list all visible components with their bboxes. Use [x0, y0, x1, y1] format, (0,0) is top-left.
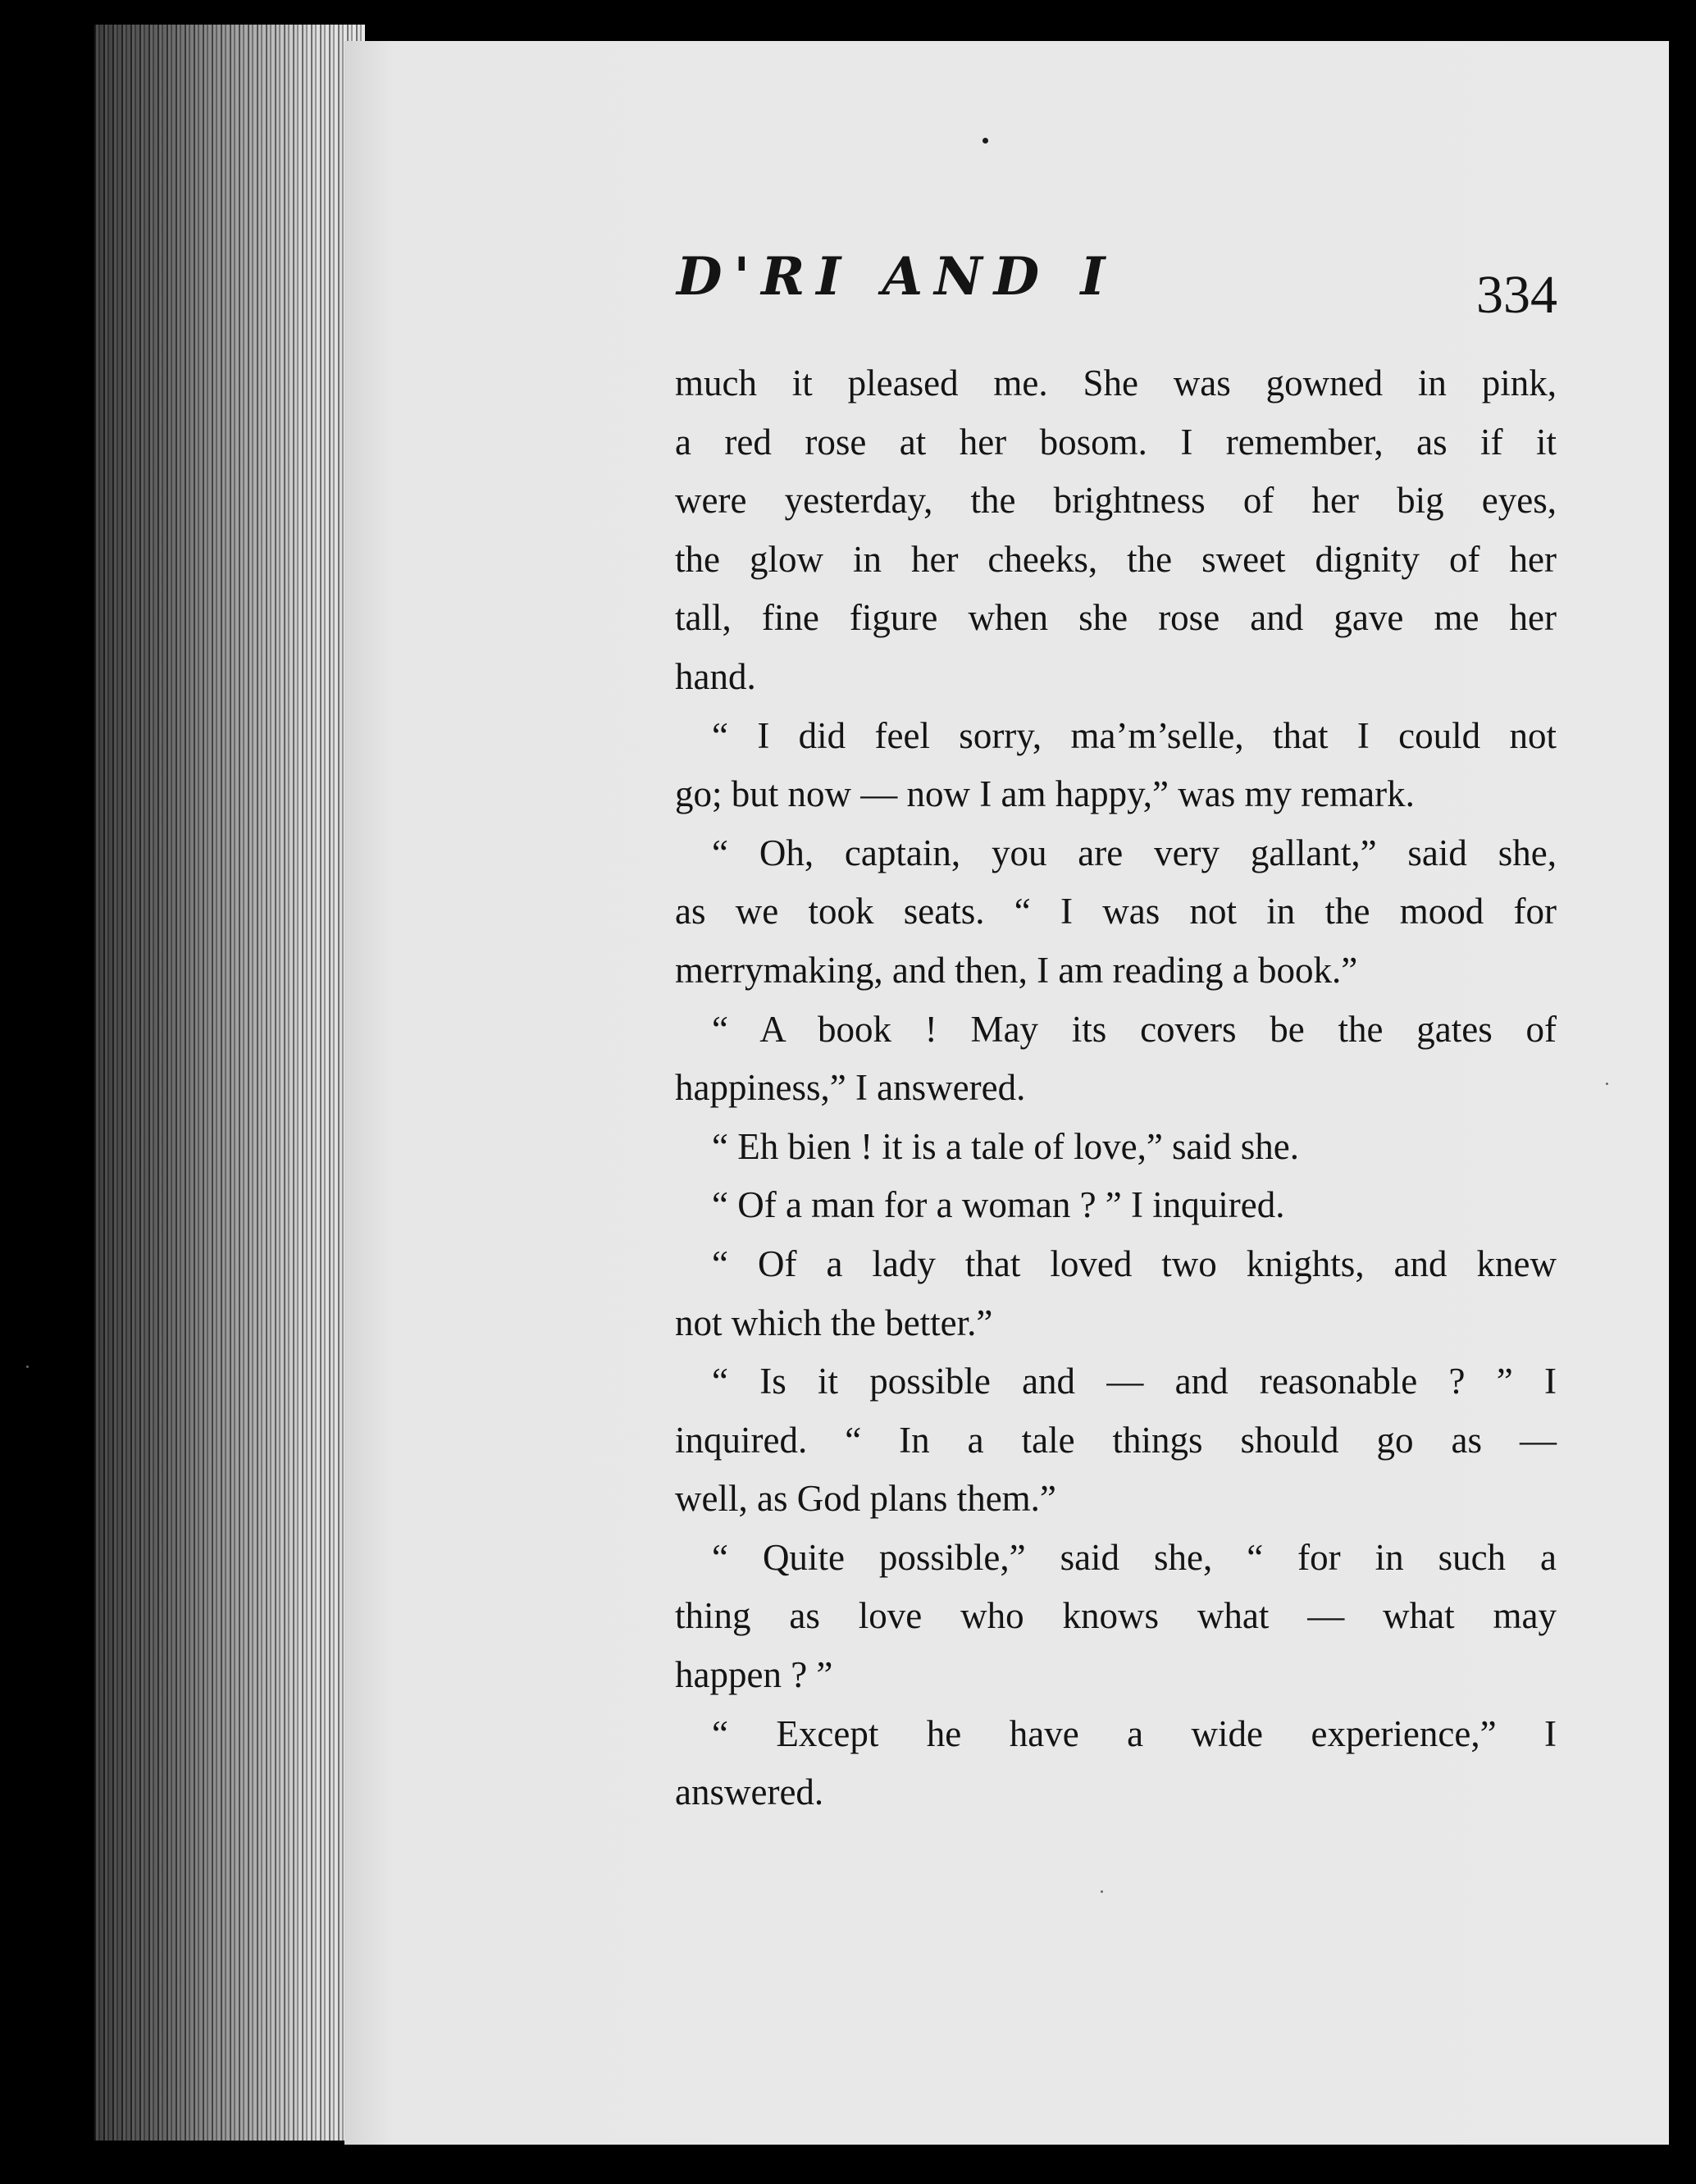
text-line: as we took seats. “ I was not in the mood for — [675, 891, 1557, 932]
scan-bottom-border — [344, 2145, 1696, 2184]
ink-speck-bottom — [1101, 1890, 1103, 1893]
text-line: go; but now — now I am happy,” was my remark. — [675, 773, 1415, 815]
text-line: the glow in her cheeks, the sweet dignity of her — [675, 538, 1557, 580]
text-line: “ Eh bien ! it is a tale of love,” said she. — [712, 1125, 1300, 1167]
text-line: “ Oh, captain, you are very gallant,” said she, — [712, 832, 1557, 873]
ink-speck-left — [26, 1366, 29, 1368]
text-line: inquired. “ In a tale things should go as — — [675, 1419, 1557, 1461]
text-line: were yesterday, the brightness of her big eyes, — [675, 480, 1557, 522]
text-line: not which the better.” — [675, 1302, 993, 1343]
text-line: “ Quite possible,” said she, “ for in such a — [712, 1536, 1557, 1578]
text-line: happiness,” I answered. — [675, 1067, 1026, 1109]
text-line: thing as love who knows what — what may — [675, 1595, 1557, 1637]
text-line: “ I did feel sorry, ma’m’selle, that I could not — [712, 714, 1557, 756]
text-line: “ A book ! May its covers be the gates of — [712, 1008, 1557, 1050]
text-line: well, as God plans them.” — [675, 1478, 1056, 1520]
text-line: tall, fine figure when she rose and gave me her — [675, 597, 1557, 639]
text-line: “ Of a lady that loved two knights, and knew — [712, 1242, 1557, 1284]
ink-speck-right — [1606, 1083, 1608, 1085]
ink-speck-top — [982, 138, 988, 144]
text-line: much it pleased me. She was gowned in pink, — [675, 362, 1557, 404]
page-number: 334 — [1476, 265, 1557, 325]
text-line: “ Of a man for a woman ? ” I inquired. — [712, 1184, 1285, 1226]
text-line: a red rose at her bosom. I remember, as if it — [675, 421, 1557, 463]
text-line: merrymaking, and then, I am reading a book.” — [675, 949, 1358, 991]
page-edge-strip — [94, 25, 365, 2141]
text-line: “ Is it possible and — and reasonable ? ” I — [712, 1361, 1557, 1402]
text-line: hand. — [675, 655, 756, 697]
running-head: D'RI AND I — [677, 246, 1117, 308]
text-line: “ Except he have a wide experience,” I — [712, 1712, 1557, 1754]
text-line: happen ? ” — [675, 1654, 833, 1696]
text-line: answered. — [675, 1771, 824, 1813]
body-text — [675, 354, 1557, 1822]
